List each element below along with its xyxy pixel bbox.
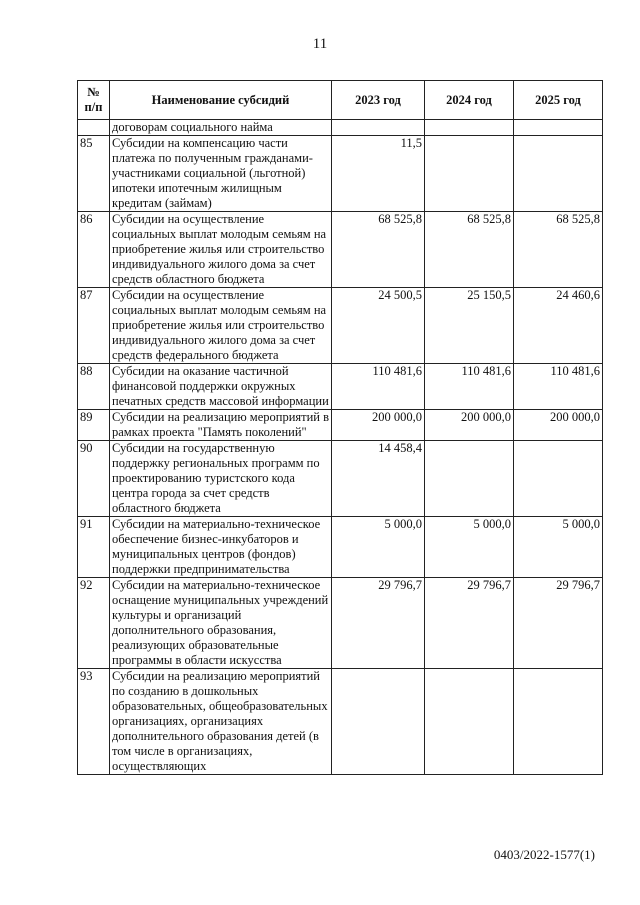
row-number: 86 [78, 212, 110, 288]
row-number: 85 [78, 136, 110, 212]
row-name: Субсидии на материально-техническое оснащение муниципальных учреждений культуры и организаций дополнительного образования, реализующих образовательные программы в области искусства [110, 578, 332, 669]
row-value-2025 [514, 669, 603, 775]
row-value-2025 [514, 136, 603, 212]
row-value-2025: 68 525,8 [514, 212, 603, 288]
header-name: Наименование субсидий [110, 81, 332, 120]
row-value-2023: 24 500,5 [332, 288, 425, 364]
table-row [78, 364, 603, 410]
row-value-2023: 110 481,6 [332, 364, 425, 410]
table-row [78, 578, 603, 669]
row-name: Субсидии на компенсацию части платежа по полученным гражданами-участниками социальной (льготной) ипотеки ипотечным жилищным кредитам (займам) [110, 136, 332, 212]
row-value-2025: 200 000,0 [514, 410, 603, 441]
row-name: Субсидии на реализацию мероприятий по созданию в дошкольных образовательных, общеобразовательных организациях, организациях дополнительного образования детей (в том числе в организациях, осуществляющих [110, 669, 332, 775]
header-num-line2: п/п [84, 100, 103, 114]
row-value-2024: 29 796,7 [425, 578, 514, 669]
row-value-2024 [425, 441, 514, 517]
row-value-2023: 11,5 [332, 136, 425, 212]
table-row [78, 410, 603, 441]
row-number: 91 [78, 517, 110, 578]
table-row [78, 136, 603, 212]
document-code: 0403/2022-1577(1) [493, 847, 595, 862]
row-name: Субсидии на осуществление социальных выплат молодым семьям на приобретение жилья или строительство индивидуального жилого дома за счет средств федерального бюджета [110, 288, 332, 364]
row-value-2023: 200 000,0 [332, 410, 425, 441]
row-number: 90 [78, 441, 110, 517]
continuation-num [78, 120, 110, 136]
row-value-2024: 110 481,6 [425, 364, 514, 410]
row-value-2024: 25 150,5 [425, 288, 514, 364]
table-row [78, 212, 603, 288]
header-2025: 2025 год [514, 81, 603, 120]
row-value-2025: 110 481,6 [514, 364, 603, 410]
row-value-2023 [332, 669, 425, 775]
row-value-2023: 68 525,8 [332, 212, 425, 288]
row-name: Субсидии на реализацию мероприятий в рамках проекта "Память поколений" [110, 410, 332, 441]
row-value-2024: 5 000,0 [425, 517, 514, 578]
row-value-2023: 14 458,4 [332, 441, 425, 517]
row-value-2023: 5 000,0 [332, 517, 425, 578]
table-row [78, 288, 603, 364]
row-name: Субсидии на материально-техническое обеспечение бизнес-инкубаторов и муниципальных центров (фондов) поддержки предпринимательства [110, 517, 332, 578]
row-value-2025: 24 460,6 [514, 288, 603, 364]
continuation-text: договорам социального найма [110, 120, 332, 136]
row-value-2024 [425, 669, 514, 775]
subsidies-table [77, 80, 603, 775]
row-number: 89 [78, 410, 110, 441]
row-value-2023: 29 796,7 [332, 578, 425, 669]
row-name: Субсидии на осуществление социальных выплат молодым семьям на приобретение жилья или строительство индивидуального жилого дома за счет средств областного бюджета [110, 212, 332, 288]
row-number: 93 [78, 669, 110, 775]
row-value-2025: 5 000,0 [514, 517, 603, 578]
table-row [78, 517, 603, 578]
row-value-2024 [425, 136, 514, 212]
header-2023: 2023 год [332, 81, 425, 120]
table-header-row [78, 81, 603, 120]
continuation-row [78, 120, 603, 136]
row-value-2025: 29 796,7 [514, 578, 603, 669]
continuation-2023 [332, 120, 425, 136]
continuation-2025 [514, 120, 603, 136]
page-number: 11 [312, 36, 328, 52]
row-name: Субсидии на государственную поддержку региональных программ по проектированию туристского кода центра города за счет средств областного бюджета [110, 441, 332, 517]
header-num [78, 81, 110, 120]
row-value-2024: 68 525,8 [425, 212, 514, 288]
row-name: Субсидии на оказание частичной финансовой поддержки окружных печатных средств массовой информации [110, 364, 332, 410]
row-number: 92 [78, 578, 110, 669]
table-row [78, 441, 603, 517]
row-number: 88 [78, 364, 110, 410]
header-num-line1: № [87, 85, 100, 99]
row-value-2025 [514, 441, 603, 517]
header-2024: 2024 год [425, 81, 514, 120]
continuation-2024 [425, 120, 514, 136]
table-row [78, 669, 603, 775]
row-number: 87 [78, 288, 110, 364]
row-value-2024: 200 000,0 [425, 410, 514, 441]
